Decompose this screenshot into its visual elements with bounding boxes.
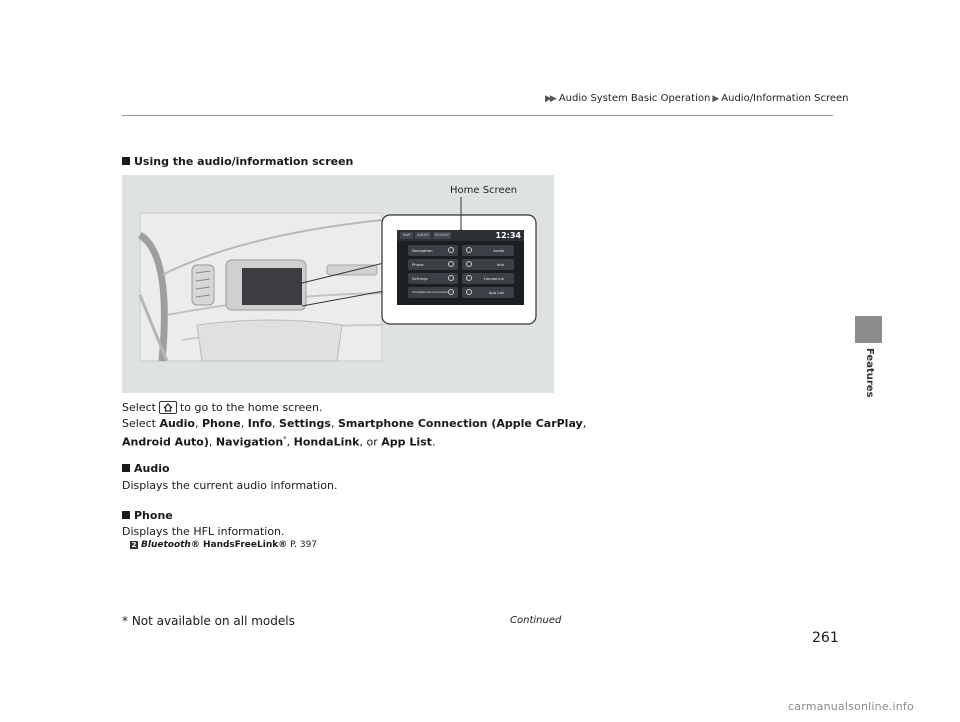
phone-description: Displays the HFL information.	[122, 525, 285, 538]
breadcrumb	[545, 93, 849, 104]
tile-audio: Audio	[462, 245, 514, 256]
screen-tab-source: SOURCE	[434, 233, 450, 237]
section-tab-marker	[855, 316, 882, 343]
info-icon	[466, 261, 472, 267]
continued-label: Continued	[510, 615, 562, 626]
home-button-icon	[159, 401, 177, 414]
phone-heading: Phone	[122, 509, 173, 522]
hondalink-icon	[466, 275, 472, 281]
tile-hondalink: HondaLink	[462, 273, 514, 284]
audio-heading: Audio	[122, 462, 170, 475]
music-note-icon	[466, 247, 472, 253]
watermark: carmanualsonline.info	[788, 700, 914, 713]
square-bullet-icon	[122, 464, 130, 472]
section-heading	[122, 155, 353, 168]
footnote: * Not available on all models	[122, 614, 295, 628]
audio-description: Displays the current audio information.	[122, 479, 338, 492]
breadcrumb-item-2[interactable]: Audio/Information Screen	[721, 93, 849, 104]
gear-icon	[448, 275, 454, 281]
tile-app-list: App List	[462, 287, 514, 298]
select-home-instruction: Select to go to the home screen.	[122, 401, 323, 414]
screen-clock: 12:34	[495, 231, 521, 240]
section-heading-text: Using the audio/information screen	[134, 155, 354, 168]
reference-arrow-icon: 2	[131, 541, 137, 549]
item-smartphone-connection: Smartphone Connection (Apple CarPlay	[337, 417, 583, 430]
square-bullet-icon	[122, 511, 130, 519]
breadcrumb-arrow-icon: ▶	[712, 94, 718, 104]
home-screen-display	[397, 230, 524, 305]
tile-settings: Settings	[408, 273, 458, 284]
app-list-icon	[466, 289, 472, 295]
home-screen-callout: Home Screen	[450, 185, 518, 196]
screen-topbar	[397, 230, 524, 241]
tile-navigation: Navigation	[408, 245, 458, 256]
navigation-icon	[448, 247, 454, 253]
item-settings: Settings	[279, 417, 331, 430]
header-divider	[122, 115, 833, 116]
breadcrumb-item-1[interactable]: Audio System Basic Operation	[558, 93, 711, 104]
item-audio: Audio	[159, 417, 195, 430]
breadcrumb-arrow-icon: ▶▶	[545, 94, 555, 104]
select-items-instruction: Select Audio, Phone, Info, Settings, Smartphone Connection (Apple CarPlay,	[122, 417, 587, 430]
phone-cross-reference[interactable]: 2 Bluetooth® HandsFreeLink® P. 397	[131, 540, 318, 550]
item-info: Info	[247, 417, 273, 430]
section-tab-label: Features	[864, 348, 875, 398]
item-navigation: Navigation	[215, 435, 284, 449]
tile-phone: Phone	[408, 259, 458, 270]
item-app-list: App List	[381, 435, 432, 449]
page-number: 261	[812, 630, 839, 646]
phone-icon	[448, 261, 454, 267]
item-hondalink: HondaLink	[293, 435, 360, 449]
screen-tab-audio: AUDIO	[415, 232, 431, 239]
tile-smartphone: Smartphone Connection	[408, 287, 458, 298]
screen-tab-map: MAP	[400, 232, 413, 239]
square-bullet-icon	[122, 157, 130, 165]
item-phone: Phone	[201, 417, 241, 430]
item-android-auto: Android Auto)	[122, 435, 209, 449]
select-items-instruction-cont: Android Auto), Navigation*, HondaLink, or App List.	[122, 435, 436, 449]
smartphone-icon	[448, 289, 454, 295]
tile-info: Info	[462, 259, 514, 270]
section-tab	[855, 348, 882, 408]
